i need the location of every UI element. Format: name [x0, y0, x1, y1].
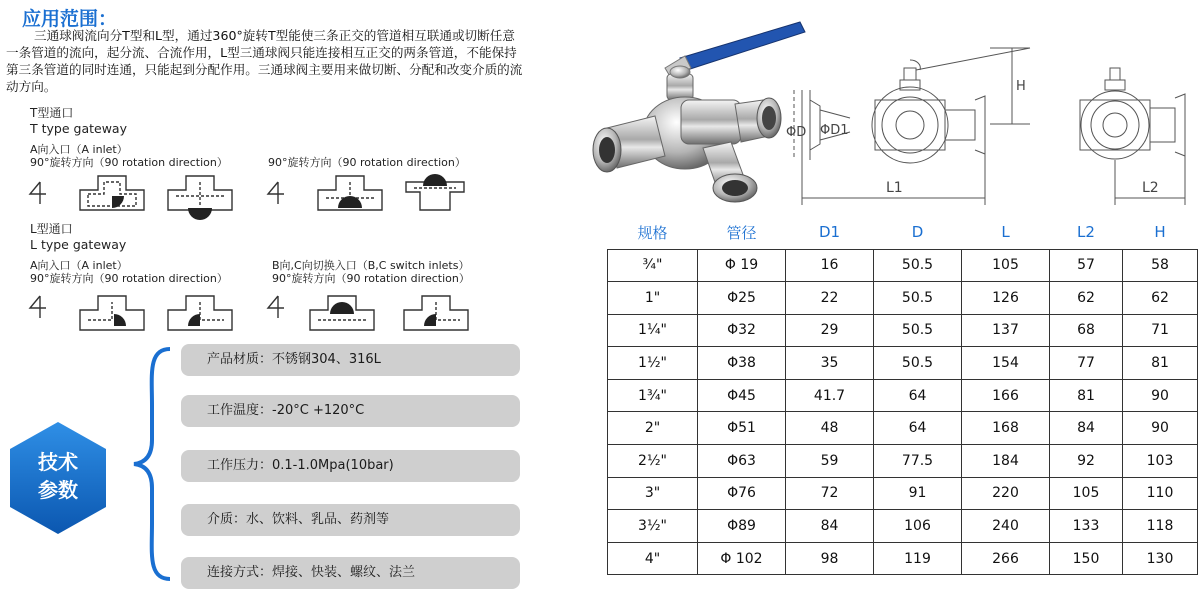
- table-cell: Φ38: [698, 347, 786, 380]
- table-cell: 168: [962, 412, 1050, 445]
- header-d: D: [911, 223, 924, 242]
- table-cell: 150: [1050, 542, 1123, 575]
- table-cell: 166: [962, 379, 1050, 412]
- t-type-title-en: T type gateway: [30, 121, 127, 136]
- drawing-label-d: ΦD: [786, 125, 807, 140]
- table-row: [608, 477, 1198, 510]
- table-cell: 266: [962, 542, 1050, 575]
- table-cell: 90: [1123, 412, 1198, 445]
- table-cell: 16: [786, 249, 874, 282]
- param-medium: 介质：水、饮料、乳品、药剂等: [181, 504, 520, 536]
- table-cell: Φ32: [698, 314, 786, 347]
- table-cell: 50.5: [874, 314, 962, 347]
- table-cell: Φ45: [698, 379, 786, 412]
- l-type-right-label2: 90°旋转方向（90 rotation direction）: [272, 272, 470, 285]
- table-cell: 130: [1123, 542, 1198, 575]
- table-cell: 184: [962, 445, 1050, 478]
- table-row: [608, 445, 1198, 478]
- table-cell: 72: [786, 477, 874, 510]
- tech-badge-line1: 技术: [38, 450, 78, 474]
- table-cell: 50.5: [874, 347, 962, 380]
- table-cell: 62: [1050, 282, 1123, 315]
- table-cell: 1": [608, 282, 698, 315]
- table-cell: 84: [786, 510, 874, 543]
- table-cell: 240: [962, 510, 1050, 543]
- table-cell: 64: [874, 379, 962, 412]
- header-d1: D1: [818, 223, 841, 242]
- table-cell: 57: [1050, 249, 1123, 282]
- t-type-title-cn: T型通口: [30, 106, 74, 120]
- table-cell: 48: [786, 412, 874, 445]
- table-row: [608, 542, 1198, 575]
- table-cell: 29: [786, 314, 874, 347]
- table-cell: 118: [1123, 510, 1198, 543]
- table-cell: 126: [962, 282, 1050, 315]
- table-cell: Φ 102: [698, 542, 786, 575]
- table-cell: 91: [874, 477, 962, 510]
- drawing-label-d1: ΦD1: [820, 123, 849, 138]
- table-cell: 62: [1123, 282, 1198, 315]
- t-type-left-label1: A向入口（A inlet）: [30, 143, 128, 156]
- table-cell: 59: [786, 445, 874, 478]
- rotation-arrow-icon-2: [268, 182, 284, 204]
- table-cell: Φ89: [698, 510, 786, 543]
- rotation-arrow-icon: [30, 182, 46, 204]
- table-cell: 41.7: [786, 379, 874, 412]
- table-cell: Φ63: [698, 445, 786, 478]
- table-row: [608, 314, 1198, 347]
- table-cell: 50.5: [874, 282, 962, 315]
- table-cell: 35: [786, 347, 874, 380]
- l-type-left-label2: 90°旋转方向（90 rotation direction）: [30, 272, 228, 285]
- param-pressure: 工作压力：0.1-1.0Mpa(10bar): [181, 450, 520, 482]
- table-cell: 22: [786, 282, 874, 315]
- table-cell: 77.5: [874, 445, 962, 478]
- table-cell: 1¾": [608, 379, 698, 412]
- drawing-label-h: H: [1016, 79, 1026, 94]
- table-row: [608, 412, 1198, 445]
- l-type-title-en: L type gateway: [30, 237, 127, 252]
- header-pipe-dia: 管径: [726, 223, 757, 242]
- table-cell: ¾": [608, 249, 698, 282]
- table-cell: 110: [1123, 477, 1198, 510]
- valve-product-image: [585, 8, 810, 208]
- l-type-diagrams: [28, 288, 498, 340]
- technical-drawing: [780, 40, 1200, 210]
- table-cell: 2": [608, 412, 698, 445]
- t-type-left-label2: 90°旋转方向（90 rotation direction）: [30, 156, 228, 169]
- table-cell: 3": [608, 477, 698, 510]
- param-material: 产品材质：不锈钢304、316L: [181, 344, 520, 376]
- table-cell: Φ 19: [698, 249, 786, 282]
- table-cell: 2½": [608, 445, 698, 478]
- table-cell: 137: [962, 314, 1050, 347]
- param-temperature: 工作温度：-20°C +120°C: [181, 395, 520, 427]
- table-cell: 81: [1050, 379, 1123, 412]
- table-cell: 77: [1050, 347, 1123, 380]
- l-type-right-label1: B向,C向切换入口（B,C switch inlets）: [272, 259, 470, 272]
- header-l: L: [1001, 223, 1010, 242]
- table-cell: Φ76: [698, 477, 786, 510]
- table-cell: 1½": [608, 347, 698, 380]
- table-row: [608, 249, 1198, 282]
- table-row: [608, 347, 1198, 380]
- table-cell: 84: [1050, 412, 1123, 445]
- tech-badge-label: [6, 448, 110, 504]
- header-h: H: [1154, 223, 1166, 242]
- table-row: [608, 510, 1198, 543]
- table-cell: 133: [1050, 510, 1123, 543]
- table-cell: 3½": [608, 510, 698, 543]
- table-cell: 64: [874, 412, 962, 445]
- table-cell: 220: [962, 477, 1050, 510]
- table-cell: 68: [1050, 314, 1123, 347]
- drawing-label-l1: L1: [886, 180, 903, 196]
- brace-connector: [108, 345, 178, 583]
- table-cell: 98: [786, 542, 874, 575]
- tech-badge-line2: 参数: [38, 478, 78, 502]
- page-title: 应用范围：: [22, 8, 118, 30]
- table-cell: 58: [1123, 249, 1198, 282]
- table-cell: 50.5: [874, 249, 962, 282]
- rotation-arrow-icon-3: [30, 296, 46, 318]
- header-l2: L2: [1077, 223, 1095, 242]
- t-type-right-label: 90°旋转方向（90 rotation direction）: [268, 156, 466, 169]
- table-cell: 106: [874, 510, 962, 543]
- table-cell: 81: [1123, 347, 1198, 380]
- table-cell: 105: [962, 249, 1050, 282]
- drawing-label-l2: L2: [1142, 180, 1159, 196]
- rotation-arrow-icon-4: [268, 296, 284, 318]
- spec-table: [607, 216, 1198, 575]
- table-cell: 90: [1123, 379, 1198, 412]
- l-type-left-label1: A向入口（A inlet）: [30, 259, 128, 272]
- table-cell: 154: [962, 347, 1050, 380]
- t-type-diagrams: [28, 170, 498, 222]
- table-cell: 4": [608, 542, 698, 575]
- table-cell: 105: [1050, 477, 1123, 510]
- table-row: [608, 379, 1198, 412]
- spec-table-header: [608, 216, 1198, 249]
- table-cell: 92: [1050, 445, 1123, 478]
- header-spec: 规格: [637, 223, 668, 242]
- table-cell: 119: [874, 542, 962, 575]
- table-cell: Φ25: [698, 282, 786, 315]
- intro-text: 三通球阀流向分T型和L型，通过360°旋转T型能使三条正交的管道相互联通或切断任意一条管道的流向，起分流、合流作用，L型三通球阀只能连接相互正交的两条管道，不能保持第三条管道的同时连通，只能起到分配作用。三通球阀主要用来做切断、分配和改变介质的流动方向。: [6, 28, 523, 94]
- param-connection: 连接方式：焊接、快装、螺纹、法兰: [181, 557, 520, 589]
- table-row: [608, 282, 1198, 315]
- table-cell: 103: [1123, 445, 1198, 478]
- table-cell: 71: [1123, 314, 1198, 347]
- intro-paragraph: [6, 27, 526, 95]
- table-cell: 1¼": [608, 314, 698, 347]
- table-cell: Φ51: [698, 412, 786, 445]
- l-type-title-cn: L型通口: [30, 222, 73, 236]
